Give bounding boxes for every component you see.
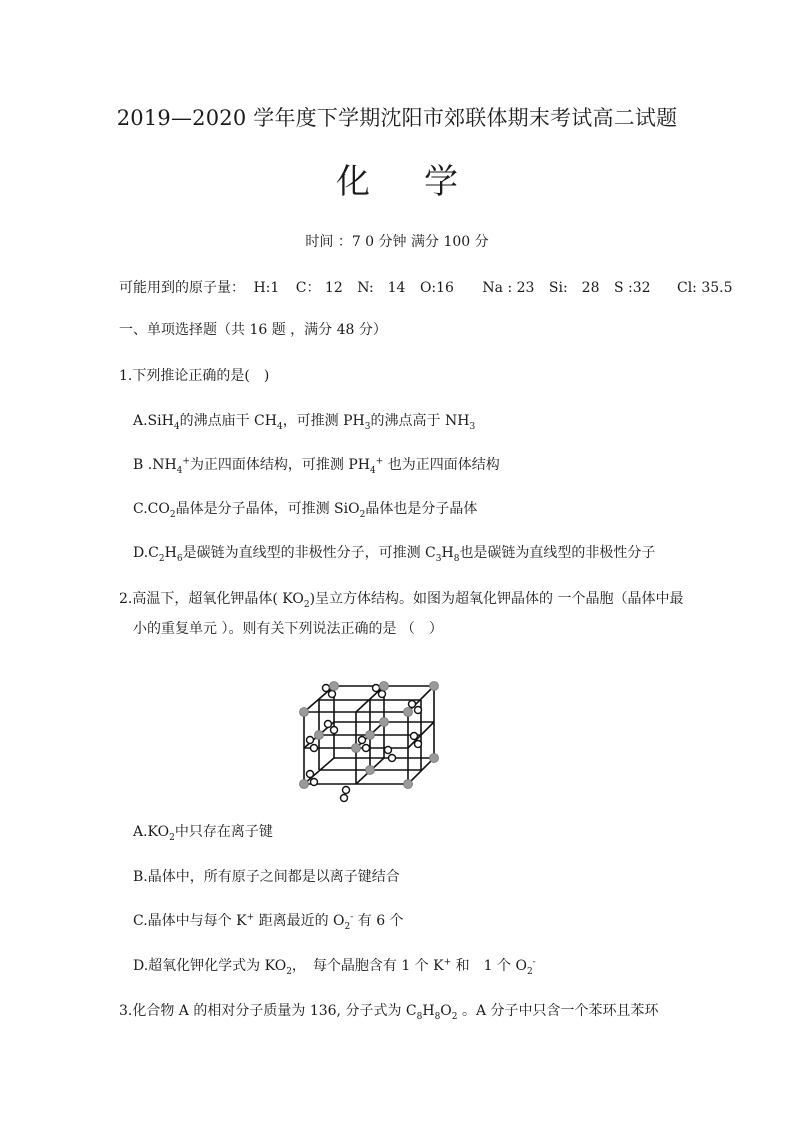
question-1-option-c: $C.CO_2$晶体是分子晶体，可推测 SiO$_2$晶体也是分子晶体: [133, 501, 478, 520]
atomic-mass-cl: Cl: 35.5: [676, 280, 733, 296]
question-2-stem-line-1: 2.高温下，超氧化钾晶体( $KO_2$)呈立方体结构。如图为超氧化钾晶体的 一个晶胞（晶体中最: [119, 591, 684, 610]
exam-title: 2019—2020 学年度下学期沈阳市郊联体期末考试高二试题: [116, 106, 678, 130]
question-2-option-b: B.晶体中，所有原子之间都是以离子键结合: [133, 869, 400, 885]
atomic-masses-line: [119, 278, 733, 298]
question-1-option-d: $D.C_2H_6$是碳链为直线型的非极性分子，可推测 $C_3H_8$也是碳链为直线型的非极性分子: [133, 545, 656, 564]
atomic-mass-na: Na : 23: [482, 280, 535, 296]
time-and-score: 时间 ：7 0 分钟 满分 100 分: [305, 234, 489, 250]
atomic-mass-s: S :32: [613, 280, 651, 296]
atomic-mass-n: N: 14: [357, 280, 406, 296]
section-heading: 一、单项选择题（共 16 题 ，满分 48 分）: [119, 322, 387, 338]
atomic-mass-si: Si: 28: [548, 280, 600, 296]
atomic-mass-c: C： 12: [295, 280, 343, 296]
question-3-stem: 3.化合物 A 的相对分子质量为 136, 分子式为 $C_8H_8O_2$ 。A 分子中只含一个苯环且苯环: [119, 1003, 659, 1022]
question-1-option-b: B $.NH_4^+$为正四面体结构，可推测 $PH_4^+$ 也为正四面体结构: [133, 456, 500, 476]
question-2-option-d: D.超氧化钾化学式为 $KO_2$， 每个晶胞含有 1 个 K+ 和 1 个 $O_2^-$: [133, 957, 536, 977]
atomic-mass-h: H:1: [253, 280, 280, 296]
question-2-stem-line-2: 小的重复单元 ）。则有关下列说法正确的是 （ ）: [133, 621, 443, 637]
ko2-unit-cell-diagram: [288, 664, 448, 806]
atomic-mass-o: O:16: [419, 280, 454, 296]
question-1-option-a: A.SiH$_4$的沸点庙干 $CH_4$，可推测 $PH_3$的沸点高于 $NH_3$: [133, 413, 476, 432]
question-2-option-a: $A.KO_2$中只存在离子键: [133, 824, 273, 843]
question-1-stem: 1.下列推论正确的是( ): [119, 368, 270, 384]
atomic-masses-label: 可能用到的原子量：: [119, 280, 245, 296]
subject-heading: 化学: [336, 162, 512, 202]
question-2-option-c: C.晶体中与每个 K+ 距离最近的 $O_2^-$ 有 6 个: [133, 912, 404, 932]
